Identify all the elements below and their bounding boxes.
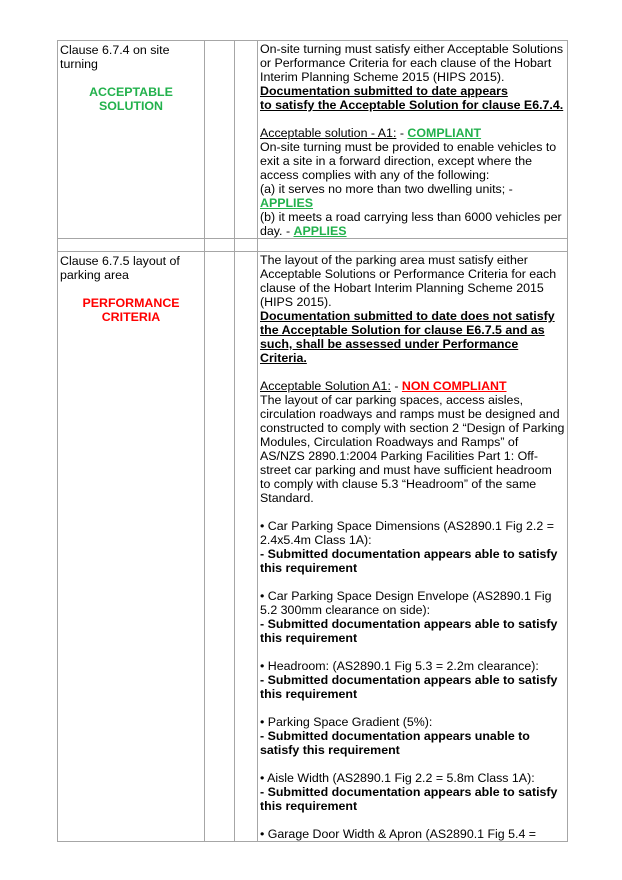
a1-result: NON COMPLIANT: [401, 379, 507, 393]
condition-b: (b) it meets a road carrying less than 6000 vehicles per day. - APPLIES: [260, 210, 562, 238]
finding-text: Documentation submitted to date does not satisfy the Acceptable Solution for clause E6.7.5 and as such, shall be assessed under Performance Criteria.: [260, 309, 555, 365]
requirement-finding: - Submitted documentation appears unable to satisfy this requirement: [260, 729, 530, 757]
requirement-item: • Parking Space Gradient (5%): - Submitted documentation appears unable to satisfy this requirement: [260, 715, 565, 757]
requirement-finding: - Submitted documentation appears able to satisfy this requirement: [260, 547, 558, 575]
requirement-finding: - Submitted documentation appears able to satisfy this requirement: [260, 673, 558, 701]
requirement-item: • Car Parking Space Dimensions (AS2890.1 Fig 2.2 = 2.4x5.4m Class 1A): - Submitted documentation appears able to satisfy this requirement: [260, 519, 565, 575]
status-label: PERFORMANCE CRITERIA: [82, 296, 180, 324]
condition-b-result: APPLIES: [293, 224, 347, 238]
empty-cell: [205, 41, 235, 239]
requirement-finding: - Submitted documentation appears able to satisfy this requirement: [260, 785, 558, 813]
assessment-table: [57, 40, 568, 842]
intro-text: The layout of the parking area must satisfy either Acceptable Solutions or Performance Criteria for each clause of the Hobart Interim Planning Scheme 2015 (HIPS 2015).: [260, 253, 557, 309]
condition-a-result: APPLIES: [260, 196, 314, 210]
a1-result: COMPLIANT: [407, 126, 482, 140]
assessment-cell: [258, 252, 568, 842]
requirement-item: • Aisle Width (AS2890.1 Fig 2.2 = 5.8m Class 1A): - Submitted documentation appears able to satisfy this requirement: [260, 771, 565, 813]
requirement-item: • Headroom: (AS2890.1 Fig 5.3 = 2.2m clearance): - Submitted documentation appears able to satisfy this requirement: [260, 659, 565, 701]
clause-title: Clause 6.7.5 layout of parking area: [60, 254, 180, 282]
empty-cell: [205, 252, 235, 842]
requirement-item: • Garage Door Width & Apron (AS2890.1 Fig 5.4 =: [260, 827, 537, 841]
spacer-row: [58, 239, 568, 252]
acceptable-solution-a1: Acceptable Solution A1: - NON COMPLIANT: [260, 379, 507, 393]
a1-text: On-site turning must be provided to enable vehicles to exit a site in a forward direction, except where the access complies with any of the following:: [260, 140, 557, 182]
finding-text: Documentation submitted to date appears to satisfy the Acceptable Solution for clause E6.7.4.: [260, 84, 564, 112]
empty-cell: [235, 252, 258, 842]
clause-cell: [58, 252, 205, 842]
a1-label: Acceptable Solution A1:: [260, 379, 391, 393]
requirement-finding: - Submitted documentation appears able to satisfy this requirement: [260, 617, 558, 645]
intro-text: On-site turning must satisfy either Acceptable Solutions or Performance Criteria for each clause of the Hobart Interim Planning Scheme 2015 (HIPS 2015).: [260, 42, 564, 84]
empty-cell: [235, 41, 258, 239]
table-row-6-7-5: [58, 252, 568, 842]
assessment-cell: [258, 41, 568, 239]
acceptable-solution-a1: Acceptable solution - A1: - COMPLIANT: [260, 126, 482, 140]
clause-cell: [58, 41, 205, 239]
clause-title: Clause 6.7.4 on site turning: [60, 43, 170, 71]
status-label: ACCEPTABLE SOLUTION: [89, 85, 173, 113]
condition-a: (a) it serves no more than two dwelling units; - APPLIES: [260, 182, 513, 210]
a1-label: Acceptable solution - A1:: [260, 126, 397, 140]
table-row-6-7-4: [58, 41, 568, 239]
requirement-item: • Car Parking Space Design Envelope (AS2890.1 Fig 5.2 300mm clearance on side): - Submitted documentation appears able to satisfy this requirement: [260, 589, 565, 645]
a1-text: The layout of car parking spaces, access aisles, circulation roadways and ramps must be designed and constructed to comply with section 2 “Design of Parking Modules, Circulation Roadways and Ramps” of AS/NZS 2890.1:2004 Parking Facilities Part 1: Off-street car parking and must have sufficient headroom to comply with clause 5.3 “Headroom” of the same Standard.: [260, 393, 565, 505]
